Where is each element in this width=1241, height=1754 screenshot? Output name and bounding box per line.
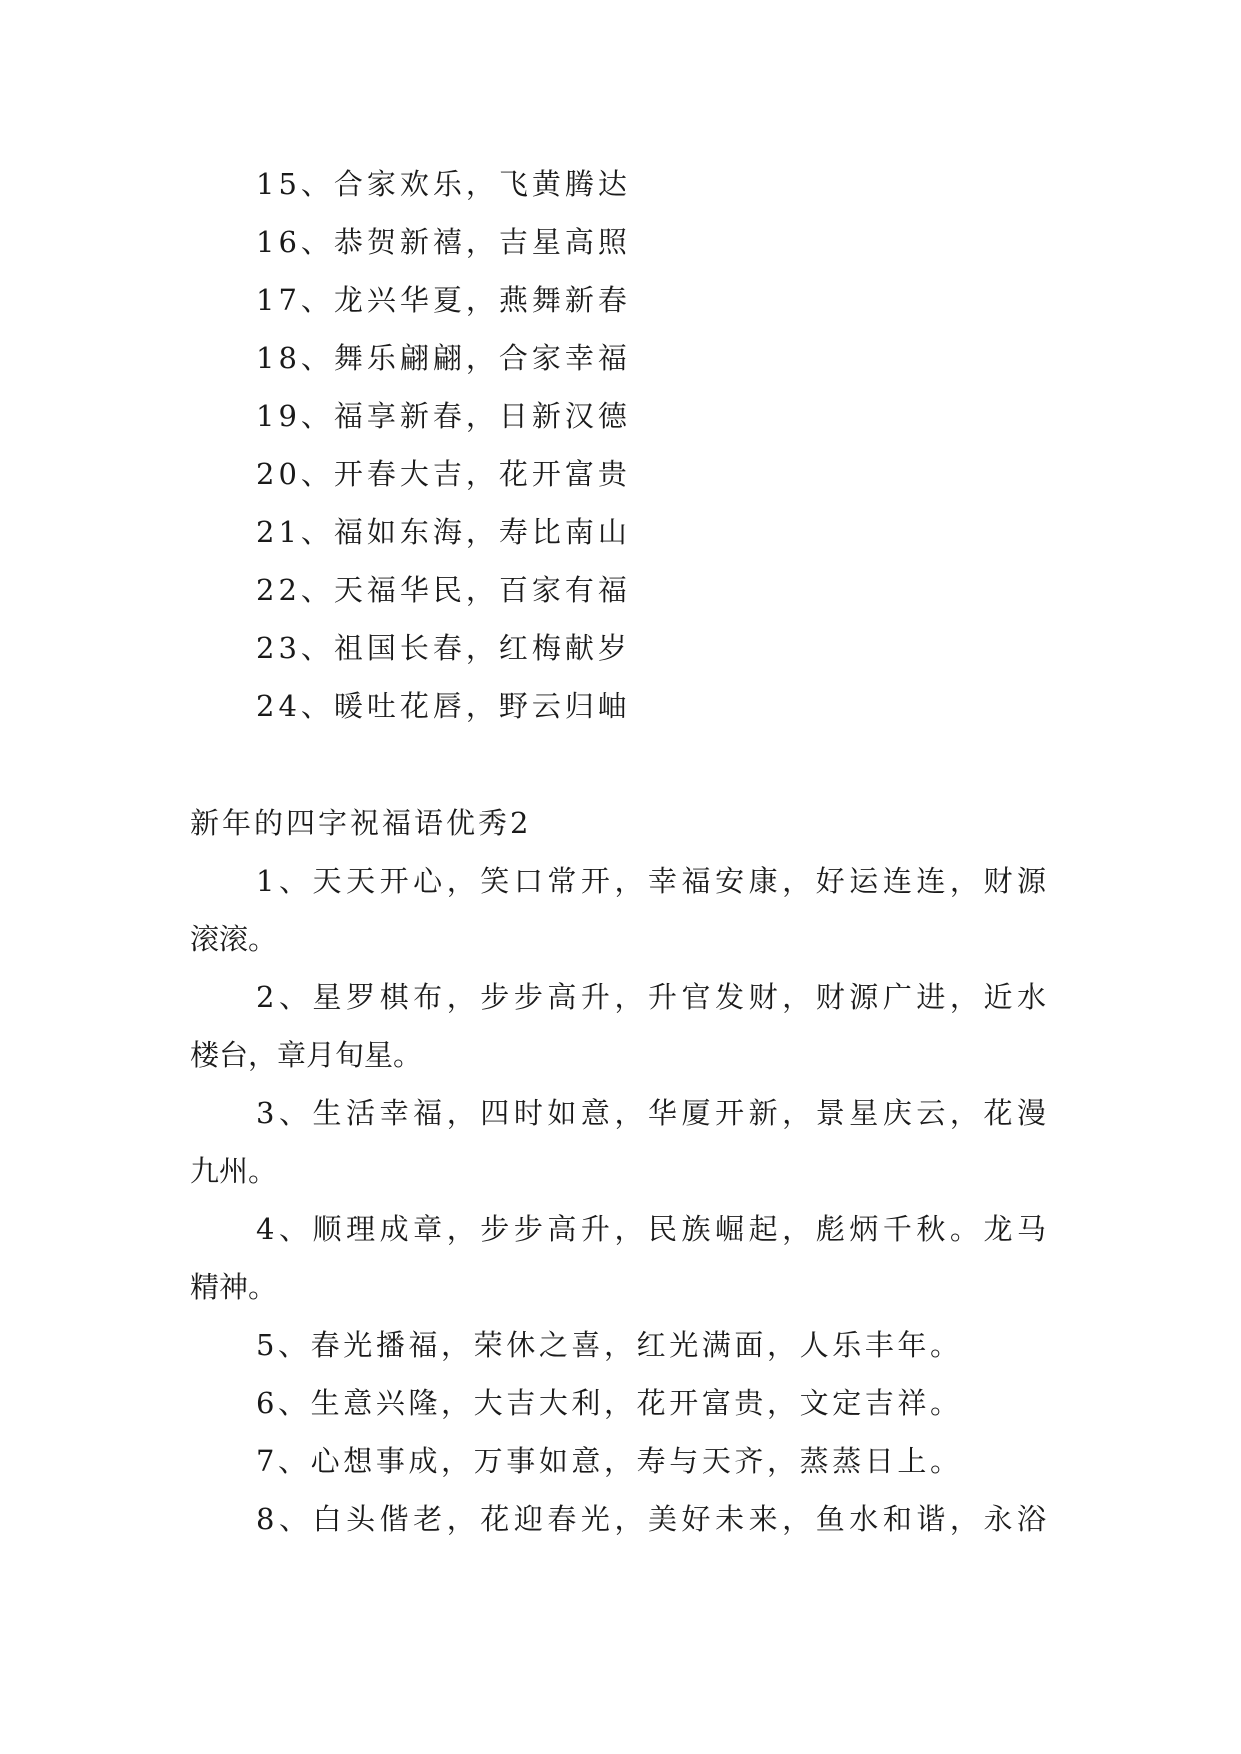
paragraph-line: 5、春光播福，荣休之喜，红光满面，人乐丰年。	[256, 1328, 959, 1362]
list-item: 20、开春大吉，花开富贵	[256, 457, 631, 491]
list-item: 21、福如东海，寿比南山	[256, 515, 631, 549]
paragraph-line: 7、心想事成，万事如意，寿与天齐，蒸蒸日上。	[256, 1444, 959, 1478]
list-item: 24、暖吐花唇，野云归岫	[256, 689, 631, 723]
paragraph-line: 1、天天开心，笑口常开，幸福安康，好运连连，财源	[256, 864, 1046, 898]
list-item: 23、祖国长春，红梅献岁	[256, 631, 631, 665]
paragraph-line: 3、生活幸福，四时如意，华厦开新，景星庆云，花漫	[256, 1096, 1046, 1130]
list-item: 17、龙兴华夏，燕舞新春	[256, 283, 631, 317]
paragraph-line: 滚滚。	[190, 922, 278, 956]
section-heading: 新年的四字祝福语优秀2	[190, 806, 532, 840]
list-item: 18、舞乐翩翩，合家幸福	[256, 341, 631, 375]
list-item: 22、天福华民，百家有福	[256, 573, 631, 607]
paragraph-line: 九州。	[190, 1154, 278, 1188]
paragraph-line: 精神。	[190, 1270, 278, 1304]
paragraph-line: 4、顺理成章，步步高升，民族崛起，彪炳千秋。龙马	[256, 1212, 1046, 1246]
list-item: 15、合家欢乐，飞黄腾达	[256, 167, 631, 201]
paragraph-line: 楼台，章月旬星。	[190, 1038, 423, 1072]
paragraph-line: 8、白头偕老，花迎春光，美好未来，鱼水和谐，永浴	[256, 1502, 1046, 1536]
paragraph-line: 2、星罗棋布，步步高升，升官发财，财源广进，近水	[256, 980, 1046, 1014]
paragraph-line: 6、生意兴隆，大吉大利，花开富贵，文定吉祥。	[256, 1386, 959, 1420]
list-item: 19、福享新春，日新汉德	[256, 399, 631, 433]
list-item: 16、恭贺新禧，吉星高照	[256, 225, 631, 259]
